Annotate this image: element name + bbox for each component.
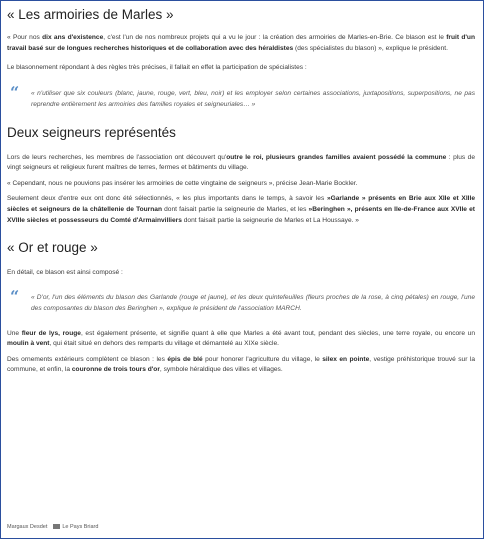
article-footer bbox=[7, 524, 98, 530]
blockquote-garlande bbox=[7, 286, 475, 315]
paragraph-cependant: « Cependant, nous ne pouvions pas insérer les armoiries de cette vingtaine de seigneurs », précise Jean-Marie Bockler. bbox=[7, 179, 358, 187]
paragraph-blasonnement: Le blasonnement répondant à des règles très précises, il fallait en effet la participation de spécialistes : bbox=[7, 64, 307, 72]
paragraph-fleur-de-lys: Une fleur de lys, rouge, est également présente, et signifie quant à elle que Marles a été avant tout, pendant des siècles, une terre royale, ou encore un moulin à vent, qui était situé en dehors des remparts du village et démantelé au XIXe siècle. bbox=[7, 329, 476, 348]
quote-mark-icon: “ bbox=[10, 286, 20, 306]
paragraph-recherches: Lors de leurs recherches, les membres de l'association ont découvert qu'outre le roi, plusieurs grandes familles avaient possédé la commune : plus de vingt seigneurs et religieux furent maîtres de terres, fermes et bâtiments du village. bbox=[7, 153, 475, 172]
paragraph-detail: En détail, ce blason est ainsi composé : bbox=[7, 269, 123, 277]
blockquote-rules bbox=[7, 82, 475, 111]
section-heading-or-rouge: « Or et rouge » bbox=[7, 240, 98, 256]
source-name: Le Pays Briard bbox=[62, 524, 99, 530]
paragraph-ornements: Des ornements extérieurs complètent ce blason : les épis de blé pour honorer l'agriculture du village, le silex en pointe, vestige préhistorique trouvé sur la commune, et enfin, la couronne de trois tours d'or, symbole héraldique des villes et villages. bbox=[7, 355, 476, 374]
author-name: Margaux Desdet bbox=[7, 524, 48, 530]
quote-mark-icon: “ bbox=[10, 82, 20, 102]
source-credit bbox=[53, 524, 98, 530]
newspaper-icon bbox=[53, 524, 60, 529]
section-heading-seigneurs: Deux seigneurs représentés bbox=[7, 124, 176, 140]
paragraph-intro: « Pour nos dix ans d'existence, c'est l'un de nos nombreux projets qui a vu le jour : la création des armoiries de Marles-en-Brie. Ce blason est le fruit d'un travail basé sur de longues recherches historiques et de collaboration avec des héraldistes (des spécialistes du blason) », explique le président. bbox=[7, 34, 475, 52]
quote-garlande-text: « D'or, l'un des éléments du blason des Garlande (rouge et jaune), et les deux quintefeuilles (fleurs proches de la rose, à cinq pétales) en rouge, l'une des composantes du blason des Beringhen », explique le président de l'association MARCH. bbox=[31, 293, 475, 313]
section-heading-armoiries: « Les armoiries de Marles » bbox=[7, 7, 174, 22]
paragraph-selection: Seulement deux d'entre eux ont donc été sélectionnés, « les plus importants dans le temps, à savoir les »Garlande » présents en Brie aux XIIe et XIIIe siècles et seigneurs de la châtellenie de Tournan dont faisait partie la seigneurie de Marles, et les »Beringhen », présents en Ile-de-France aux XVIIe et XVIIIe siècles et possesseurs du Comté d'Armainvilliers dont faisait partie la seigneurie de Marles et La Houssaye. » bbox=[7, 195, 475, 224]
quote-rules-text: « n'utiliser que six couleurs (blanc, jaune, rouge, vert, bleu, noir) et les employer selon certaines associations, juxtapositions, superpositions, ne pas reprendre entièrement les armoiries des familles royales et seigneuriales… » bbox=[31, 89, 475, 109]
article-content bbox=[7, 6, 475, 376]
